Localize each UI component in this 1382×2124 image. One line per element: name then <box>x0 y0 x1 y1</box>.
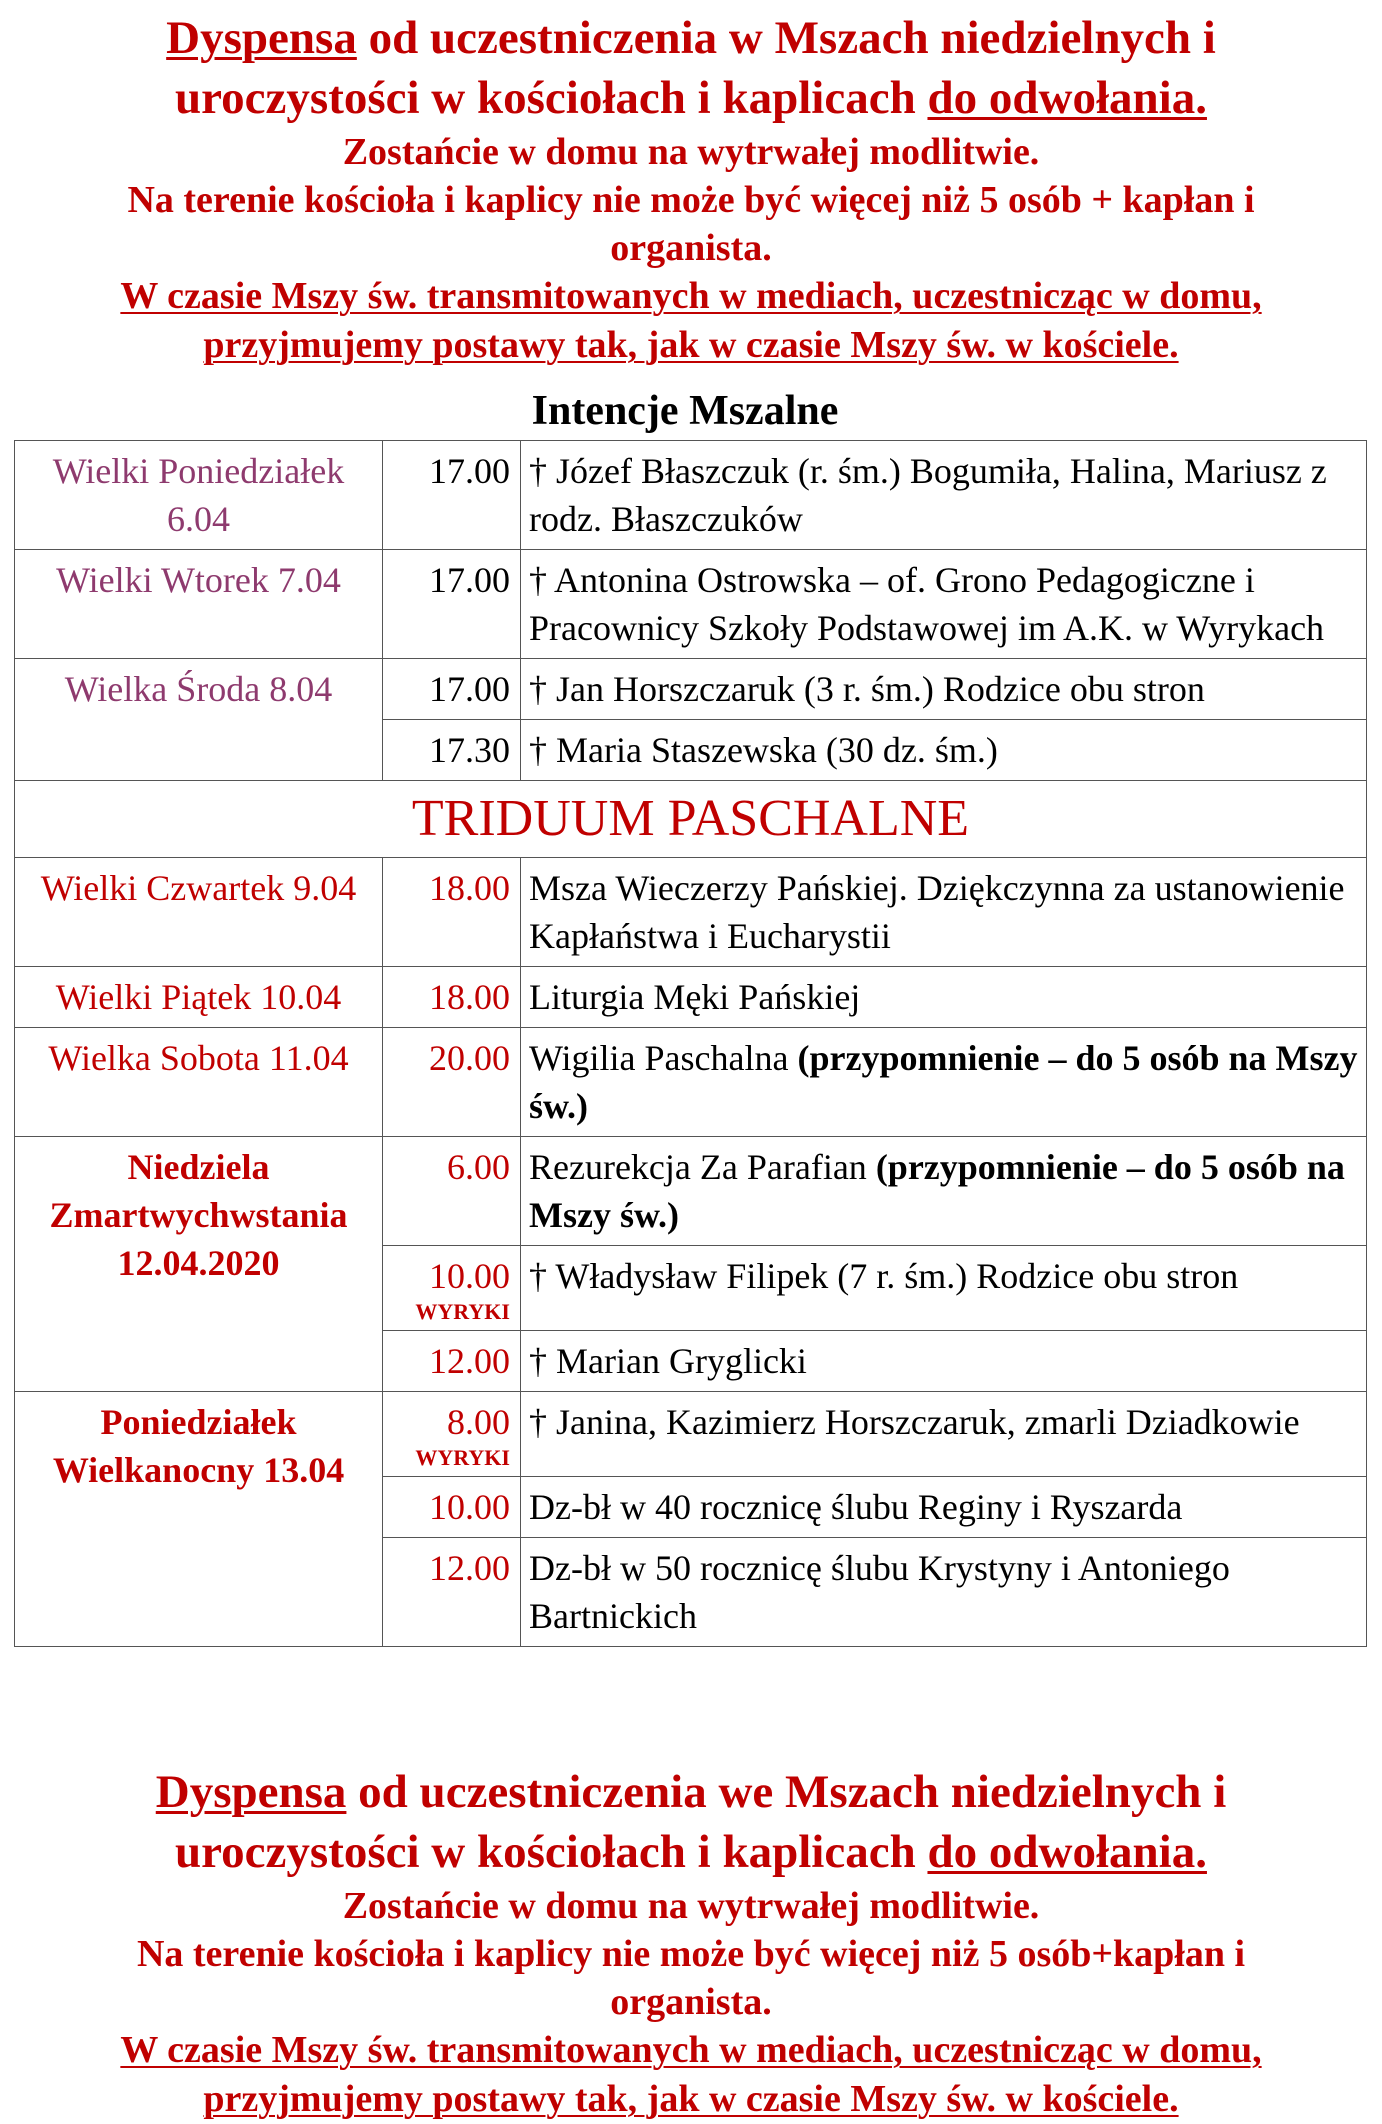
day-cell: Niedziela Zmartwychwstania 12.04.2020 <box>15 1137 383 1392</box>
time-cell <box>383 1392 521 1477</box>
notice-stay-home: Zostańcie w domu na wytrwałej modlitwie. <box>342 1885 1040 1927</box>
day-cell: Wielka Środa 8.04 <box>15 659 383 781</box>
intention-cell: † Janina, Kazimierz Horszczaruk, zmarli Dziadkowie <box>521 1392 1367 1477</box>
intention-cell: † Marian Gryglicki <box>521 1331 1367 1392</box>
time-cell: 18.00 <box>383 858 521 967</box>
notice-media-cont: przyjmujemy postawy tak, jak w czasie Mszy św. w kościele. <box>203 2078 1179 2120</box>
notice-line <box>0 68 1382 128</box>
dyspensa-word: Dyspensa <box>166 12 357 64</box>
notice-limit-cont: organista. <box>610 1981 772 2023</box>
time-cell: 12.00 <box>383 1538 521 1647</box>
table-row <box>15 858 1367 967</box>
time-cell: 18.00 <box>383 967 521 1028</box>
do-odwolania-text: do odwołania. <box>927 1826 1207 1878</box>
time-cell: 17.00 <box>383 441 521 550</box>
day-cell: Poniedziałek Wielkanocny 13.04 <box>15 1392 383 1647</box>
notice-media: W czasie Mszy św. transmitowanych w mediach, uczestnicząc w domu, <box>120 2029 1262 2071</box>
triduum-heading: TRIDUUM PASCHALNE <box>15 781 1367 858</box>
notice-text: uroczystości w kościołach i kaplicach <box>175 72 928 124</box>
intention-cell: † Józef Błaszczuk (r. śm.) Bogumiła, Halina, Mariusz z rodz. Błaszczuków <box>521 441 1367 550</box>
notice-line <box>0 8 1382 68</box>
top-notice <box>0 8 1382 370</box>
notice-stay-home: Zostańcie w domu na wytrwałej modlitwie. <box>342 131 1040 173</box>
place-label: WYRYKI <box>415 1445 510 1470</box>
time-cell: 12.00 <box>383 1331 521 1392</box>
intention-cell: Dz-bł w 50 rocznicę ślubu Krystyny i Antoniego Bartnickich <box>521 1538 1367 1647</box>
time-cell: 6.00 <box>383 1137 521 1246</box>
bottom-notice <box>0 1762 1382 2124</box>
day-cell: Wielki Poniedziałek 6.04 <box>15 441 383 550</box>
intention-text: Rezurekcja Za Parafian <box>529 1147 876 1187</box>
intention-cell: † Maria Staszewska (30 dz. śm.) <box>521 720 1367 781</box>
time-text: 10.00 <box>429 1256 510 1296</box>
intention-cell: Msza Wieczerzy Pańskiej. Dziękczynna za ustanowienie Kapłaństwa i Eucharystii <box>521 858 1367 967</box>
table-row <box>15 1028 1367 1137</box>
time-cell: 17.00 <box>383 659 521 720</box>
notice-text: od uczestniczenia we Mszach niedzielnych i <box>346 1766 1227 1818</box>
day-cell: Wielka Sobota 11.04 <box>15 1028 383 1137</box>
do-odwolania-text: do odwołania. <box>927 72 1207 124</box>
notice-limit: Na terenie kościoła i kaplicy nie może być więcej niż 5 osób + kapłan i <box>127 179 1255 221</box>
notice-text: od uczestniczenia w Mszach niedzielnych i <box>356 12 1216 64</box>
intencje-title: Intencje Mszalne <box>531 388 839 434</box>
table-row <box>15 781 1367 858</box>
intention-cell: † Władysław Filipek (7 r. śm.) Rodzice obu stron <box>521 1246 1367 1331</box>
table-row <box>15 1137 1367 1246</box>
time-cell: 20.00 <box>383 1028 521 1137</box>
table-row <box>15 1392 1367 1477</box>
notice-media-cont: przyjmujemy postawy tak, jak w czasie Mszy św. w kościele. <box>203 324 1179 366</box>
notice-line <box>0 1762 1382 1822</box>
time-cell <box>383 1246 521 1331</box>
intention-cell: Dz-bł w 40 rocznicę ślubu Reginy i Ryszarda <box>521 1477 1367 1538</box>
notice-text: uroczystości w kościołach i kaplicach <box>175 1826 928 1878</box>
day-cell: Wielki Piątek 10.04 <box>15 967 383 1028</box>
intention-cell: † Antonina Ostrowska – of. Grono Pedagogiczne i Pracownicy Szkoły Podstawowej im A.K. w Wyrykach <box>521 550 1367 659</box>
dyspensa-word: Dyspensa <box>155 1766 347 1818</box>
notice-line <box>0 1822 1382 1882</box>
intention-text: Wigilia Paschalna <box>529 1038 798 1078</box>
intention-cell: † Jan Horszczaruk (3 r. śm.) Rodzice obu stron <box>521 659 1367 720</box>
day-cell: Wielki Czwartek 9.04 <box>15 858 383 967</box>
notice-limit: Na terenie kościoła i kaplicy nie może być więcej niż 5 osób+kapłan i <box>136 1933 1246 1975</box>
table-row <box>15 441 1367 550</box>
notice-media: W czasie Mszy św. transmitowanych w mediach, uczestnicząc w domu, <box>120 275 1262 317</box>
reminder-text: (przypomnienie – do 5 osób na Mszy św.) <box>529 1038 1358 1126</box>
time-cell: 10.00 <box>383 1477 521 1538</box>
notice-limit-cont: organista. <box>610 227 772 269</box>
mass-intentions-table <box>14 440 1367 1647</box>
table-row <box>15 659 1367 720</box>
day-cell: Wielki Wtorek 7.04 <box>15 550 383 659</box>
time-cell: 17.30 <box>383 720 521 781</box>
intention-cell: Liturgia Męki Pańskiej <box>521 967 1367 1028</box>
time-cell: 17.00 <box>383 550 521 659</box>
reminder-text: (przypomnienie – do 5 osób na Mszy św.) <box>529 1147 1345 1235</box>
intention-cell <box>521 1028 1367 1137</box>
table-row <box>15 967 1367 1028</box>
time-text: 8.00 <box>447 1402 510 1442</box>
place-label: WYRYKI <box>415 1299 510 1324</box>
table-row <box>15 550 1367 659</box>
intention-cell <box>521 1137 1367 1246</box>
